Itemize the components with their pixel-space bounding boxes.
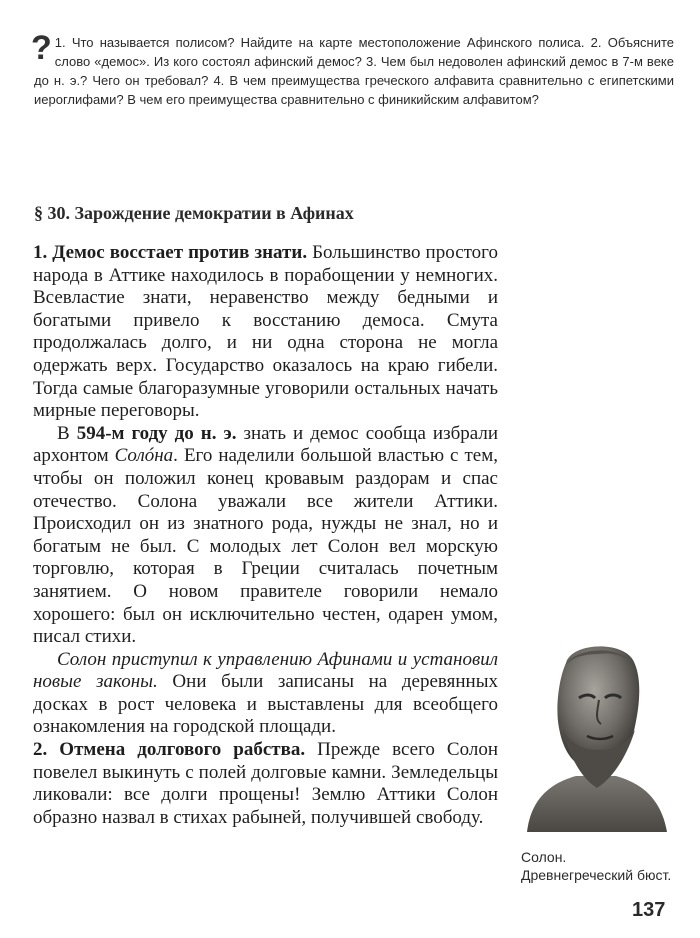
date-highlight: 594-м году до н. э. [76, 422, 237, 444]
page-number: 137 [632, 899, 666, 921]
main-text [33, 242, 498, 829]
questions-text: 1. Что называется полисом? Найдите на карте местоположение Афинского полиса. 2. Объясните слово «демос». Из кого состоял афинский демос? 3. Чем был недоволен афинский демос в 7-м веке до н. э.? Чего он требовал? 4. В чем преимущества греческого алфавита сравнительно с египетскими иероглифами? В чем его преимущества сравнительно с финикийским алфавитом? [34, 35, 674, 107]
paragraph-3-italic: Солон приступил к управлению Афинами и установил новые законы. [33, 648, 498, 693]
solon-bust-image [521, 638, 671, 832]
paragraph-1-text: Большинство простого народа в Аттике находилось в порабощении у немногих. Всевластие знати, неравенство между бедными и богатыми привело к восстанию демоса. Смута продолжалась долго, и ни одна сторона не могла одержать верх. Государство оказалось на краю гибели. Тогда самые благоразумные уговорили остальных начать мирные переговоры. [33, 242, 498, 422]
subheading-2: 2. Отмена долгового рабства. [33, 739, 306, 761]
paragraph-4-text: Прежде всего Солон повелел выкинуть с полей долговые камни. Земледельцы ликовали: все долги прощены! Землю Аттики Солон образно назвал в стихах рабыней, получившей свободу. [33, 739, 498, 828]
question-mark-icon: ? [31, 29, 52, 67]
paragraph-3 [33, 649, 498, 739]
paragraph-1 [33, 242, 498, 423]
section-title: § 30. Зарождение демократии в Афинах [34, 203, 354, 223]
name-highlight: Солóна [114, 445, 174, 467]
figure-caption: Солон. Древнегреческий бюст. [521, 849, 672, 883]
paragraph-2-text: . Его наделили большой властью с тем, чтобы он положил конец кровавым раздорам и спас отечество. Солона уважали все жители Аттики. Происходил он из знатного рода, нужды не знал, но и богатым не был. С молодых лет Солон вел морскую торговлю, которая в Греции считалась почетным занятием. О новом правителе говорили немало хорошего: был он исключительно честен, одарен умом, писал стихи. [33, 445, 499, 648]
paragraph-2-lead: В [57, 422, 77, 444]
paragraph-3-text: Они были записаны на деревянных досках в рост человека и выставлены для всеобщего ознакомления на городской площади. [33, 671, 498, 738]
subheading-1: 1. Демос восстает против знати. [33, 242, 308, 263]
paragraph-4 [33, 739, 498, 829]
paragraph-2 [33, 423, 498, 649]
review-questions [31, 29, 674, 109]
paragraph-2-mid: знать и демос сообща избрали архонтом [33, 422, 498, 467]
